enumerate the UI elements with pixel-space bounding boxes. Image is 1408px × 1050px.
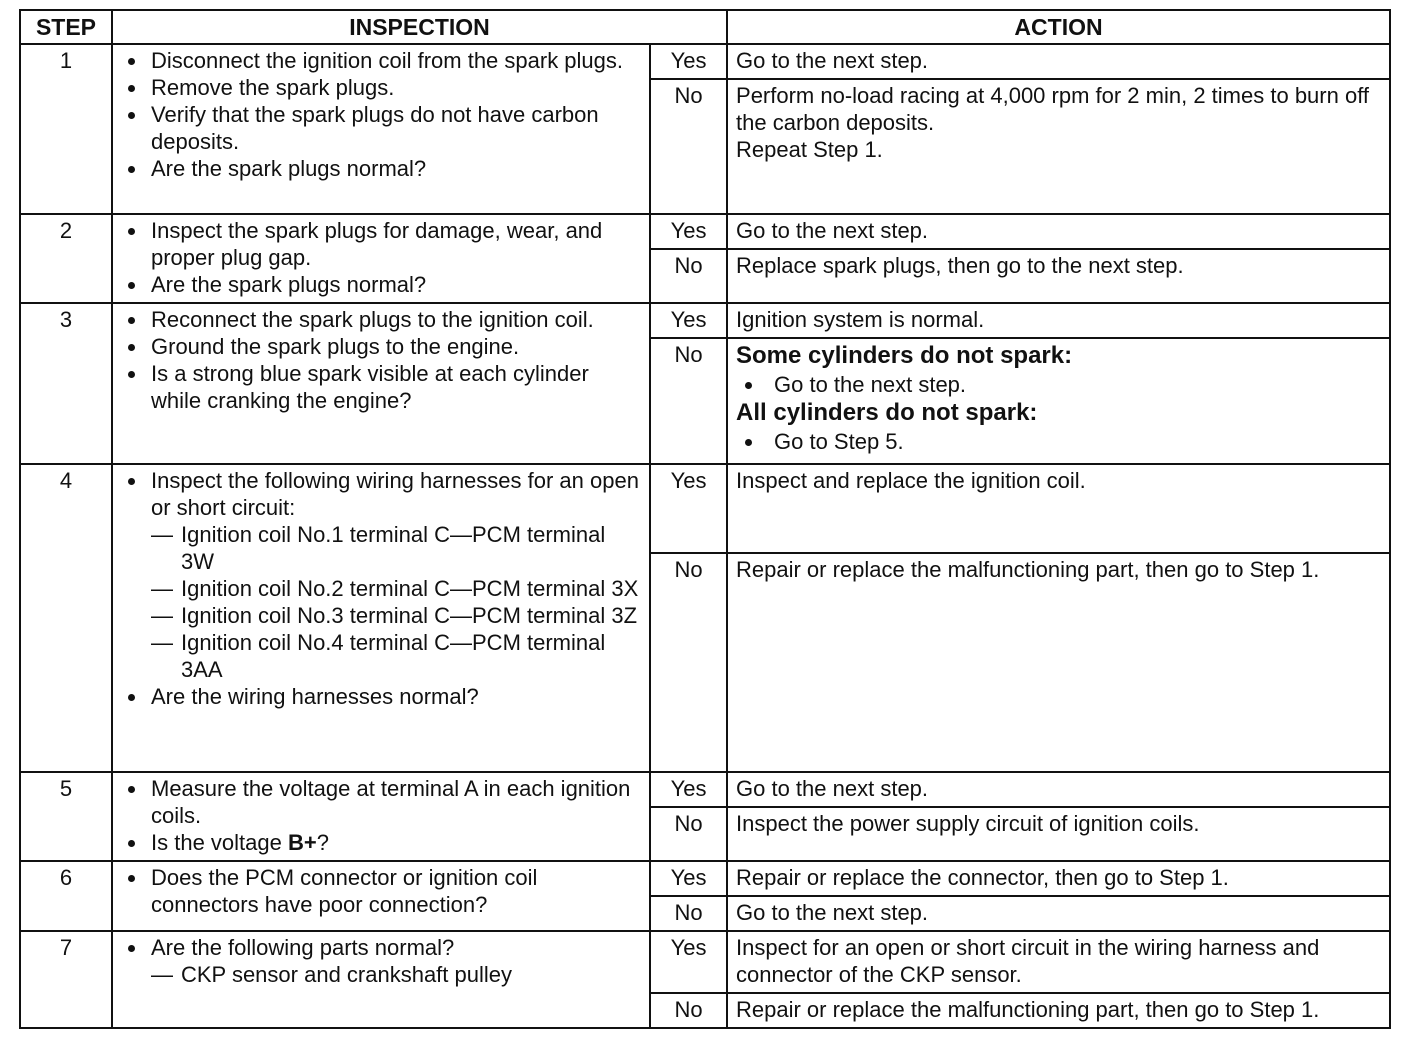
- action-line: Perform no-load racing at 4,000 rpm for 2 min, 2 times to burn off the carbon deposits.: [736, 83, 1370, 135]
- dash-icon: —: [151, 576, 173, 601]
- step-7-inspection: [112, 931, 650, 1028]
- yes-label: Yes: [650, 931, 727, 993]
- inspection-item: Remove the spark plugs.: [119, 74, 643, 101]
- yes-label: Yes: [650, 214, 727, 249]
- yes-label: Yes: [650, 44, 727, 79]
- step-3-yes-row: [20, 303, 1390, 338]
- yes-action: Inspect for an open or short circuit in the wiring harness and connector of the CKP sensor.: [727, 931, 1390, 993]
- step-6-yes-row: [20, 861, 1390, 896]
- inspection-item: Measure the voltage at terminal A in each ignition coils.: [119, 775, 643, 829]
- step-number: 5: [20, 772, 112, 861]
- no-label: No: [650, 79, 727, 214]
- header-action: ACTION: [727, 10, 1390, 44]
- step-5-yes-row: [20, 772, 1390, 807]
- action-item: Go to the next step.: [736, 371, 1381, 398]
- inspection-item: Is the voltage B+?: [119, 829, 643, 856]
- yes-action: Go to the next step.: [727, 214, 1390, 249]
- step-5-inspection: [112, 772, 650, 861]
- inspection-item-text: Are the following parts normal?: [151, 935, 455, 960]
- step-6-inspection: [112, 861, 650, 931]
- dash-icon: —: [151, 630, 173, 655]
- inspection-item: Disconnect the ignition coil from the spark plugs.: [119, 47, 643, 74]
- no-label: No: [650, 553, 727, 772]
- step-4-yes-row: [20, 464, 1390, 553]
- yes-action: Inspect and replace the ignition coil.: [727, 464, 1390, 553]
- dash-icon: —: [151, 603, 173, 628]
- inspection-item: Are the spark plugs normal?: [119, 271, 643, 298]
- header-row: [20, 10, 1390, 44]
- no-action: [727, 338, 1390, 464]
- yes-label: Yes: [650, 772, 727, 807]
- header-inspection: INSPECTION: [112, 10, 727, 44]
- inspection-item: Is a strong blue spark visible at each cylinder while cranking the engine?: [119, 360, 643, 414]
- inspection-item-text: Inspect the following wiring harnesses for an open or short circuit:: [151, 468, 639, 520]
- step-4-inspection: [112, 464, 650, 772]
- no-action: [727, 79, 1390, 214]
- yes-action: Go to the next step.: [727, 44, 1390, 79]
- dash-icon: —: [151, 522, 173, 547]
- step-number: 4: [20, 464, 112, 772]
- action-line: Repeat Step 1.: [736, 137, 883, 162]
- yes-label: Yes: [650, 464, 727, 553]
- inspection-item: Verify that the spark plugs do not have carbon deposits.: [119, 101, 643, 155]
- sub-item: — Ignition coil No.2 terminal C—PCM terminal 3X: [151, 576, 639, 601]
- step-number: 2: [20, 214, 112, 303]
- inspection-item: Inspect the spark plugs for damage, wear, and proper plug gap.: [119, 217, 643, 271]
- yes-action: Go to the next step.: [727, 772, 1390, 807]
- yes-action: Repair or replace the connector, then go to Step 1.: [727, 861, 1390, 896]
- step-number: 3: [20, 303, 112, 464]
- no-label: No: [650, 338, 727, 464]
- yes-label: Yes: [650, 303, 727, 338]
- inspection-item: [119, 934, 643, 988]
- step-2-inspection: [112, 214, 650, 303]
- inspection-item: [119, 467, 643, 683]
- voltage-value: B+: [287, 830, 317, 855]
- step-2-yes-row: [20, 214, 1390, 249]
- sub-item: — Ignition coil No.4 terminal C—PCM terminal 3AA: [151, 630, 606, 682]
- no-label: No: [650, 249, 727, 303]
- no-action: Go to the next step.: [727, 896, 1390, 931]
- inspection-item: Does the PCM connector or ignition coil connectors have poor connection?: [119, 864, 643, 918]
- no-action: Repair or replace the malfunctioning part, then go to Step 1.: [727, 553, 1390, 772]
- inspection-item: Reconnect the spark plugs to the ignition coil.: [119, 306, 643, 333]
- inspection-table: [19, 9, 1391, 1029]
- step-7-yes-row: [20, 931, 1390, 993]
- step-number: 6: [20, 861, 112, 931]
- dash-icon: —: [151, 962, 173, 987]
- inspection-item: Ground the spark plugs to the engine.: [119, 333, 643, 360]
- sub-item: — Ignition coil No.1 terminal C—PCM terminal 3W: [151, 522, 606, 574]
- no-action: Repair or replace the malfunctioning part, then go to Step 1.: [727, 993, 1390, 1028]
- no-label: No: [650, 807, 727, 861]
- no-action: Inspect the power supply circuit of ignition coils.: [727, 807, 1390, 861]
- header-step: STEP: [20, 10, 112, 44]
- action-item: Go to Step 5.: [736, 428, 1381, 455]
- inspection-item: Are the wiring harnesses normal?: [119, 683, 643, 710]
- step-number: 7: [20, 931, 112, 1028]
- yes-action: Ignition system is normal.: [727, 303, 1390, 338]
- yes-label: Yes: [650, 861, 727, 896]
- sub-item: — CKP sensor and crankshaft pulley: [151, 962, 512, 987]
- no-action: Replace spark plugs, then go to the next step.: [727, 249, 1390, 303]
- step-1-yes-row: [20, 44, 1390, 79]
- inspection-item: Are the spark plugs normal?: [119, 155, 643, 182]
- action-subheading: Some cylinders do not spark:: [736, 342, 1073, 369]
- step-3-inspection: [112, 303, 650, 464]
- step-number: 1: [20, 44, 112, 214]
- step-1-inspection: [112, 44, 650, 214]
- no-label: No: [650, 993, 727, 1028]
- action-subheading: All cylinders do not spark:: [736, 399, 1038, 426]
- no-label: No: [650, 896, 727, 931]
- sub-item: — Ignition coil No.3 terminal C—PCM terminal 3Z: [151, 603, 638, 628]
